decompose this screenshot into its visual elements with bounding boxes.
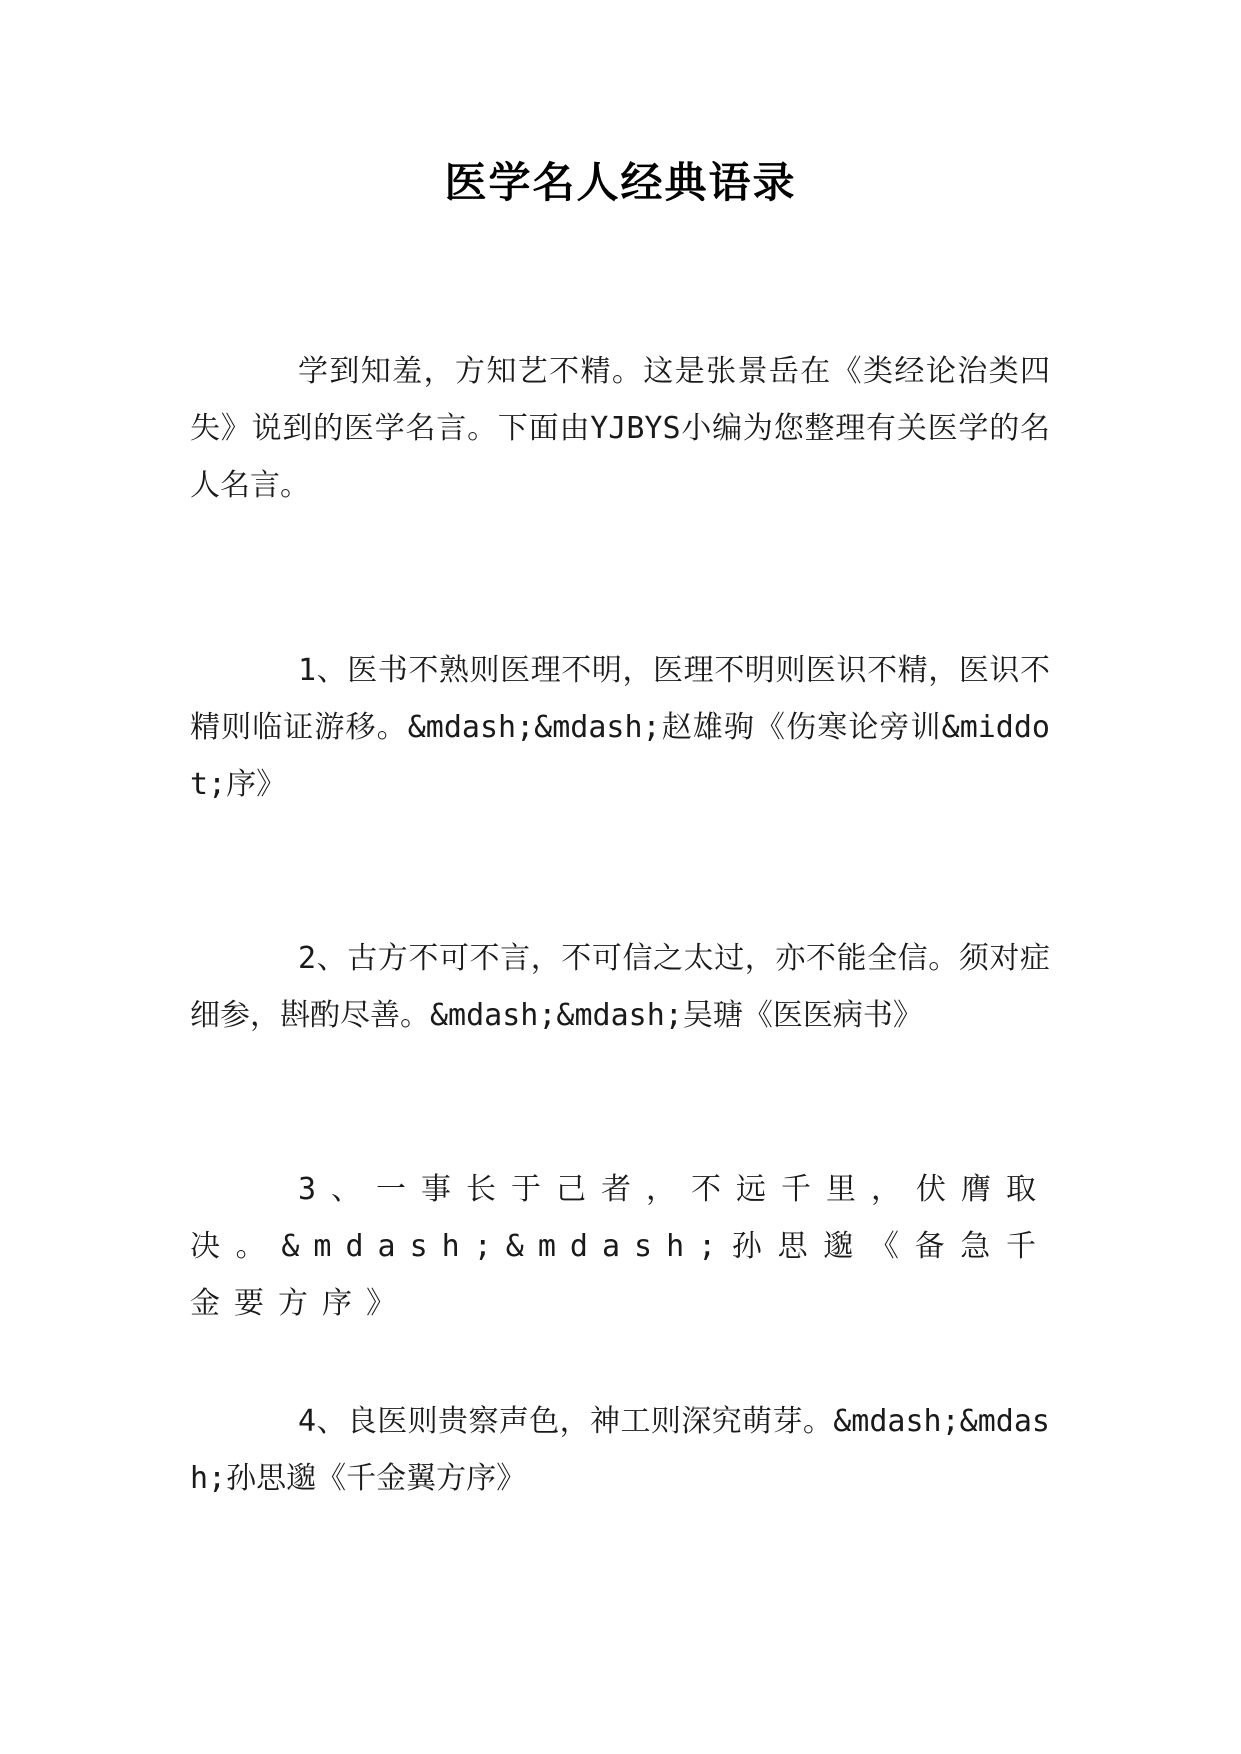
document-title: 医学名人经典语录 — [444, 158, 797, 207]
quote-paragraph-4: 4、良医则贵察声色，神工则深究萌芽。&mdash;&mdash;孙思邈《千金翼方序》 — [190, 1404, 1050, 1496]
quote-paragraph-3: 3、一事长于己者，不远千里，伏膺取决。&mdash;&mdash;孙思邈《备急千金要方序》 — [190, 1172, 1050, 1321]
intro-paragraph: 学到知羞，方知艺不精。这是张景岳在《类经论治类四失》说到的医学名言。下面由YJBYS小编为您整理有关医学的名人名言。 — [190, 354, 1050, 503]
quote-paragraph-2: 2、古方不可不言，不可信之太过，亦不能全信。须对症细参，斟酌尽善。&mdash;&mdash;吴瑭《医医病书》 — [190, 941, 1050, 1033]
quote-paragraph-1: 1、医书不熟则医理不明，医理不明则医识不精，医识不精则临证游移。&mdash;&mdash;赵雄驹《伤寒论旁训&middot;序》 — [190, 653, 1050, 802]
